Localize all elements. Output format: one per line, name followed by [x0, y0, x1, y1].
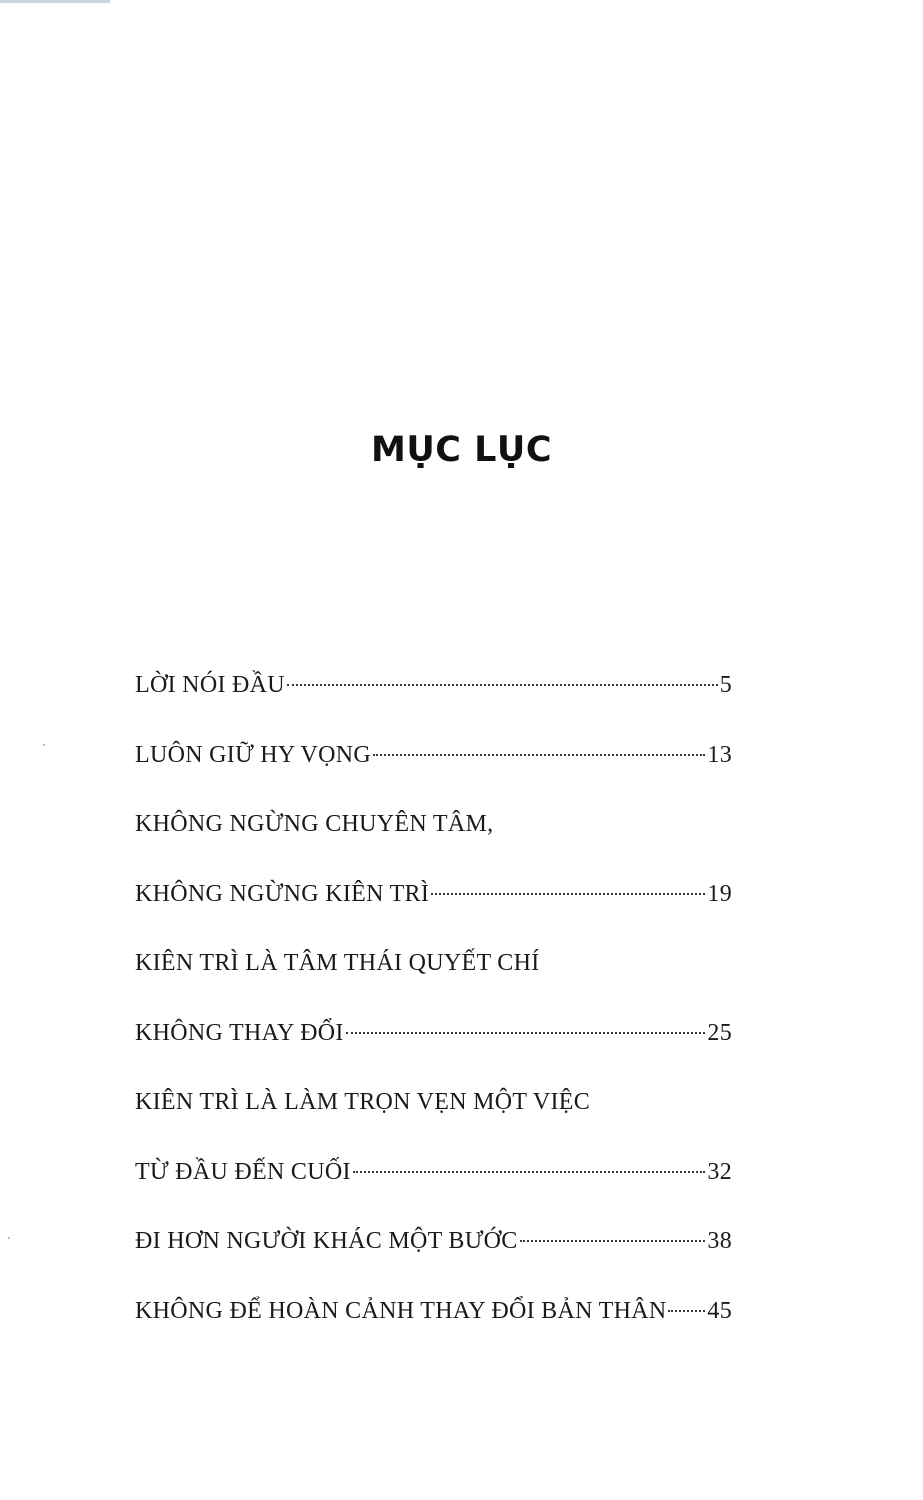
toc-dot-leader	[346, 1032, 706, 1034]
toc-entry-title: TỪ ĐẦU ĐẾN CUỐI	[135, 1158, 351, 1185]
toc-entry-title: LUÔN GIỮ HY VỌNG	[135, 741, 372, 768]
toc-page-number: 19	[707, 880, 732, 907]
toc-page-number: 5	[719, 672, 732, 698]
toc-entry-kien-tri-tam-thai	[135, 938, 732, 1008]
scan-edge-mark	[0, 0, 110, 3]
toc-page-number: 38	[707, 1228, 732, 1254]
toc-page-number: 25	[707, 1019, 732, 1046]
toc-page-number: 32	[707, 1158, 732, 1185]
scan-speck	[43, 744, 45, 746]
toc-entry-title: KHÔNG ĐỂ HOÀN CẢNH THAY ĐỔI BẢN THÂN	[135, 1297, 667, 1324]
toc-dot-leader	[287, 684, 718, 686]
toc-entry-title: KIÊN TRÌ LÀ TÂM THÁI QUYẾT CHÍ	[135, 950, 540, 976]
toc-entry-luon-giu-hy-vong	[135, 730, 732, 800]
page-title: MỤC LỤC	[370, 430, 553, 470]
toc-entry-title: KIÊN TRÌ LÀ LÀM TRỌN VẸN MỘT VIỆC	[135, 1089, 591, 1115]
toc-entry-title: KHÔNG NGỪNG CHUYÊN TÂM,	[135, 811, 494, 837]
toc-entry-title: KHÔNG THAY ĐỔI	[135, 1019, 344, 1046]
toc-entry-tu-dau-den-cuoi	[135, 1147, 732, 1217]
toc-page-number: 13	[707, 741, 732, 768]
toc-page-number: 45	[707, 1297, 732, 1324]
toc-entry-title: ĐI HƠN NGƯỜI KHÁC MỘT BƯỚC	[135, 1228, 518, 1254]
toc-dot-leader	[668, 1310, 705, 1312]
toc-entry-khong-thay-doi	[135, 1008, 732, 1078]
toc-dot-leader	[431, 893, 705, 895]
table-of-contents	[135, 660, 732, 1355]
toc-entry-di-hon-nguoi-khac	[135, 1216, 732, 1286]
toc-entry-khong-ngung-chuyen-tam	[135, 799, 732, 869]
toc-entry-title: LỜI NÓI ĐẦU	[135, 672, 285, 698]
scan-speck	[8, 1237, 10, 1239]
toc-dot-leader	[520, 1240, 706, 1242]
toc-entry-title: KHÔNG NGỪNG KIÊN TRÌ	[135, 880, 430, 907]
toc-entry-khong-ngung-kien-tri	[135, 869, 732, 939]
toc-entry-loi-noi-dau	[135, 660, 732, 730]
toc-entry-kien-tri-lam-tron-ven	[135, 1077, 732, 1147]
toc-dot-leader	[353, 1171, 706, 1173]
toc-entry-khong-de-hoan-canh	[135, 1286, 732, 1356]
toc-dot-leader	[373, 754, 705, 756]
